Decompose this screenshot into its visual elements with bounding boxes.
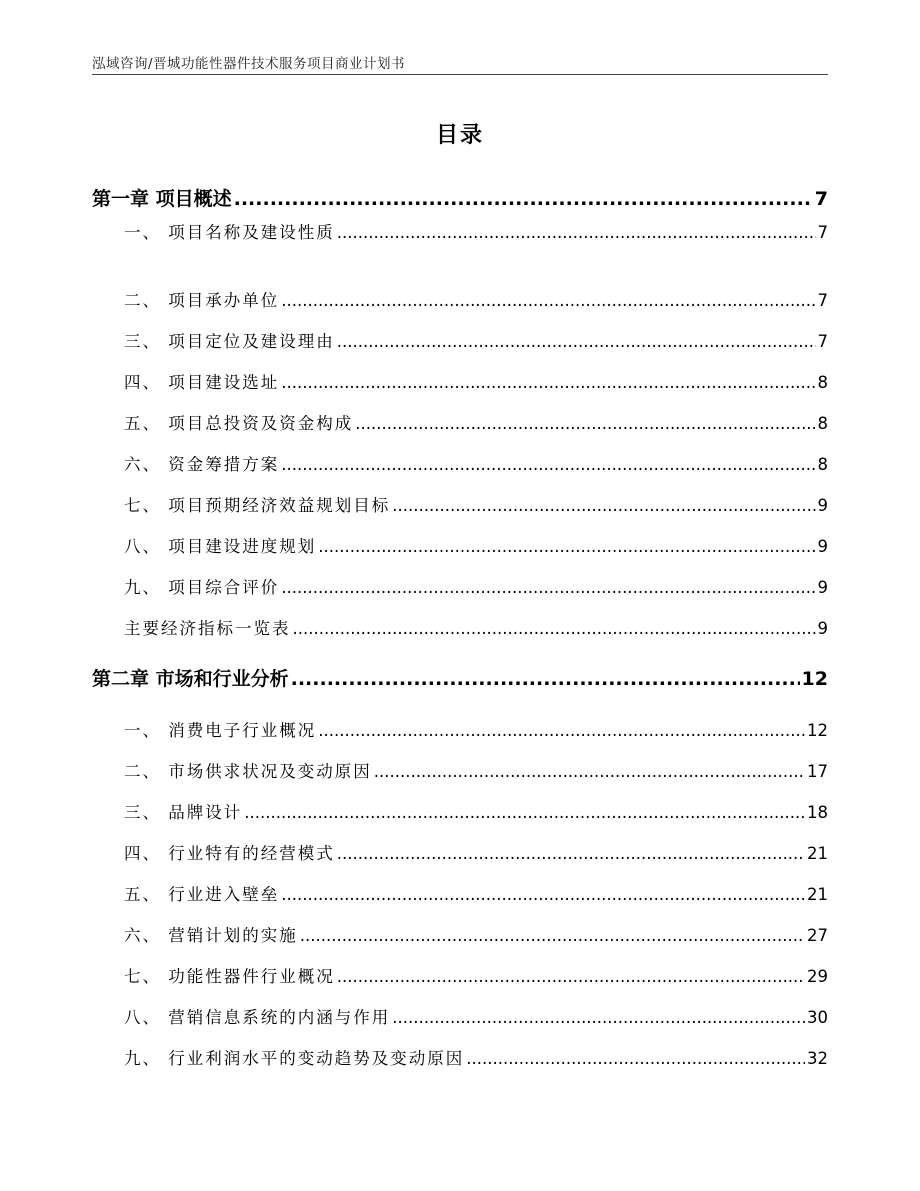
toc-entry[interactable] — [124, 963, 828, 987]
toc-leader-dots — [392, 1008, 805, 1027]
toc-leader-dots — [318, 721, 805, 740]
toc-entry[interactable] — [124, 922, 828, 946]
toc-page-number: 17 — [807, 762, 828, 781]
toc-entry-label: 四、 项目建设选址 — [124, 373, 280, 392]
toc-page-number: 30 — [807, 1008, 828, 1027]
toc-entry-label: 九、 行业利润水平的变动趋势及变动原因 — [124, 1049, 465, 1068]
toc-leader-dots — [337, 332, 816, 351]
toc-entry-label: 五、 行业进入壁垒 — [124, 885, 280, 904]
toc-leader-dots — [337, 223, 816, 242]
toc-page-number: 9 — [817, 619, 828, 638]
toc-page-number: 18 — [807, 803, 828, 822]
toc-entry[interactable] — [124, 717, 828, 741]
toc-page-number: 12 — [801, 668, 828, 690]
toc-leader-dots — [337, 844, 805, 863]
toc-page-number: 12 — [807, 721, 828, 740]
toc-page-number: 9 — [817, 578, 828, 597]
toc-entry-label: 第一章 项目概述 — [92, 188, 232, 210]
toc-page-number: 21 — [807, 844, 828, 863]
toc-page-number: 7 — [817, 291, 828, 310]
toc-leader-dots — [281, 291, 815, 310]
toc-entry[interactable] — [124, 287, 828, 311]
toc-page-number: 8 — [817, 414, 828, 433]
toc-entry[interactable] — [124, 615, 828, 639]
toc-page-number: 9 — [817, 537, 828, 556]
toc-entry[interactable] — [124, 328, 828, 352]
toc-entry-label: 五、 项目总投资及资金构成 — [124, 414, 354, 433]
toc-page-number: 29 — [807, 967, 828, 986]
toc-entry-label: 一、 项目名称及建设性质 — [124, 223, 335, 242]
toc-page-number: 27 — [807, 926, 828, 945]
toc-entry[interactable] — [124, 533, 828, 557]
toc-leader-dots — [244, 803, 805, 822]
toc-leader-dots — [392, 496, 815, 515]
toc-leader-dots — [291, 668, 800, 690]
toc-page-number: 8 — [817, 455, 828, 474]
toc-entry[interactable] — [124, 799, 828, 823]
toc-entry[interactable] — [124, 881, 828, 905]
toc-entry-label: 四、 行业特有的经营模式 — [124, 844, 335, 863]
toc-entry-label: 八、 营销信息系统的内涵与作用 — [124, 1008, 391, 1027]
toc-page-number: 32 — [807, 1049, 828, 1068]
toc-chapter[interactable] — [92, 184, 828, 211]
toc-entry[interactable] — [124, 1004, 828, 1028]
toc-leader-dots — [281, 373, 815, 392]
toc-entry[interactable] — [124, 451, 828, 475]
toc-page-number: 8 — [817, 373, 828, 392]
toc-page-number: 7 — [817, 332, 828, 351]
toc-entry-label: 二、 项目承办单位 — [124, 291, 280, 310]
toc-page-number: 9 — [817, 496, 828, 515]
toc-entry[interactable] — [124, 219, 828, 243]
toc-entry[interactable] — [124, 1045, 828, 1069]
toc-entry[interactable] — [124, 410, 828, 434]
toc-leader-dots — [293, 619, 816, 638]
toc-entry-label: 七、 功能性器件行业概况 — [124, 967, 335, 986]
toc-entry-label: 三、 品牌设计 — [124, 803, 243, 822]
toc-entry[interactable] — [124, 574, 828, 598]
toc-leader-dots — [318, 537, 815, 556]
toc-page-number: 7 — [817, 223, 828, 242]
toc-leader-dots — [337, 967, 805, 986]
toc-entry-label: 九、 项目综合评价 — [124, 578, 280, 597]
toc-entry-label: 八、 项目建设进度规划 — [124, 537, 317, 556]
toc-page-number: 21 — [807, 885, 828, 904]
toc-entry[interactable] — [124, 840, 828, 864]
toc-leader-dots — [234, 188, 813, 210]
toc-chapter[interactable] — [92, 664, 828, 691]
toc-entry[interactable] — [124, 758, 828, 782]
page-header: 泓域咨询/晋城功能性器件技术服务项目商业计划书 — [92, 56, 406, 72]
toc-page-number: 7 — [814, 188, 828, 210]
toc-leader-dots — [300, 926, 805, 945]
toc-entry-label: 二、 市场供求状况及变动原因 — [124, 762, 372, 781]
toc-entry-label: 七、 项目预期经济效益规划目标 — [124, 496, 391, 515]
toc-leader-dots — [466, 1049, 805, 1068]
toc-entry-label: 六、 资金筹措方案 — [124, 455, 280, 474]
toc-entry[interactable] — [124, 492, 828, 516]
toc-leader-dots — [355, 414, 815, 433]
toc-entry-label: 一、 消费电子行业概况 — [124, 721, 317, 740]
toc-leader-dots — [374, 762, 805, 781]
toc-title: 目录 — [435, 123, 484, 148]
toc-entry-label: 三、 项目定位及建设理由 — [124, 332, 335, 351]
toc-leader-dots — [281, 578, 815, 597]
toc-entry-label: 第二章 市场和行业分析 — [92, 668, 289, 690]
toc-leader-dots — [281, 885, 805, 904]
toc-entry-label: 六、 营销计划的实施 — [124, 926, 298, 945]
toc-entry[interactable] — [124, 369, 828, 393]
toc-entry-label: 主要经济指标一览表 — [124, 619, 291, 638]
toc-leader-dots — [281, 455, 815, 474]
